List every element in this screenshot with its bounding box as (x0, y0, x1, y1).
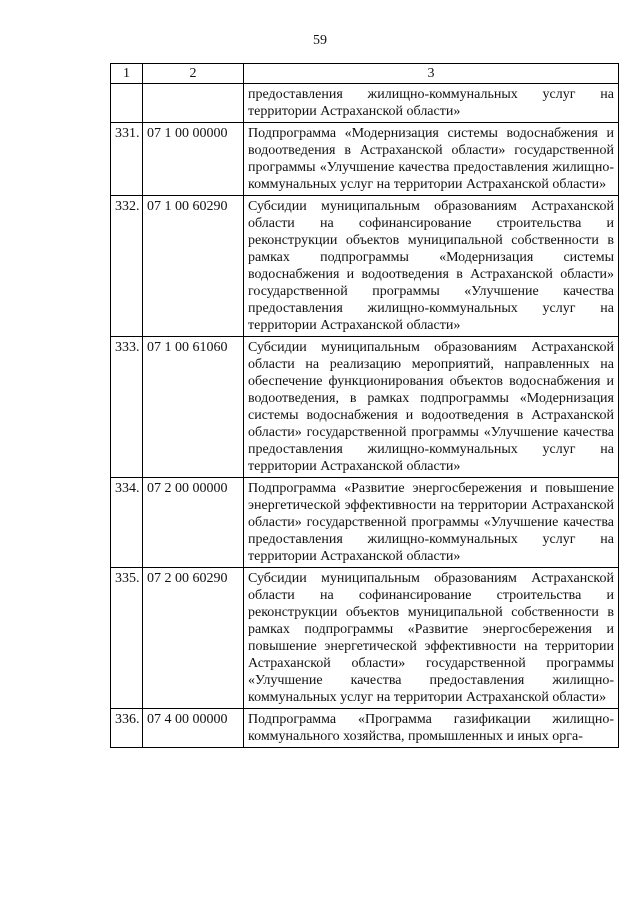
row-number: 334. (111, 478, 143, 568)
row-description: предоставления жилищно-коммунальных услуг на территории Астраханской области» (244, 84, 619, 123)
row-description: Субсидии муниципальным образованиям Астраханской области на софинансирование строительства и реконструкции объектов муниципальной собственности в рамках подпрограммы «Модернизация системы водоснабжения и водоотведения в Астраханской области» государственной программы «Улучшение качества предоставления жилищно-коммунальных услуг на территории Астраханской области» (244, 196, 619, 337)
table-row (111, 84, 619, 123)
table-header-row (111, 64, 619, 84)
row-number (111, 84, 143, 123)
column-header-code: 2 (143, 64, 244, 84)
column-header-description: 3 (244, 64, 619, 84)
budget-classification-table (110, 63, 619, 748)
table-row (111, 123, 619, 196)
row-description: Подпрограмма «Развитие энергосбережения и повышение энергетической эффективности на территории Астраханской области» государственной программы «Улучшение качества предоставления жилищно-коммунальных услуг на территории Астраханской области» (244, 478, 619, 568)
row-number: 336. (111, 709, 143, 748)
row-code (143, 84, 244, 123)
row-number: 335. (111, 568, 143, 709)
table-row (111, 196, 619, 337)
table-row (111, 337, 619, 478)
row-description: Субсидии муниципальным образованиям Астраханской области на реализацию мероприятий, направленных на обеспечение функционирования объектов водоснабжения и водоотведения, в рамках подпрограммы «Модернизация системы водоснабжения и водоотведения в Астраханской области» государственной программы «Улучшение качества предоставления жилищно-коммунальных услуг на территории Астраханской области» (244, 337, 619, 478)
row-number: 332. (111, 196, 143, 337)
row-number: 331. (111, 123, 143, 196)
row-code: 07 4 00 00000 (143, 709, 244, 748)
row-description: Подпрограмма «Программа газификации жилищно-коммунального хозяйства, промышленных и иных орга- (244, 709, 619, 748)
row-code: 07 1 00 61060 (143, 337, 244, 478)
row-code: 07 2 00 60290 (143, 568, 244, 709)
row-code: 07 1 00 60290 (143, 196, 244, 337)
row-code: 07 1 00 00000 (143, 123, 244, 196)
row-code: 07 2 00 00000 (143, 478, 244, 568)
row-description: Подпрограмма «Модернизация системы водоснабжения и водоотведения в Астраханской области» государственной программы «Улучшение качества предоставления жилищно-коммунальных услуг на территории Астраханской области» (244, 123, 619, 196)
table-row (111, 709, 619, 748)
page-number: 59 (313, 33, 327, 48)
row-number: 333. (111, 337, 143, 478)
table-row (111, 478, 619, 568)
row-description: Субсидии муниципальным образованиям Астраханской области на софинансирование строительства и реконструкции объектов муниципальной собственности в рамках подпрограммы «Развитие энергосбережения и повышение энергетической эффективности на территории Астраханской области» государственной программы «Улучшение качества предоставления жилищно-коммунальных услуг на территории Астраханской области» (244, 568, 619, 709)
column-header-number: 1 (111, 64, 143, 84)
table-row (111, 568, 619, 709)
